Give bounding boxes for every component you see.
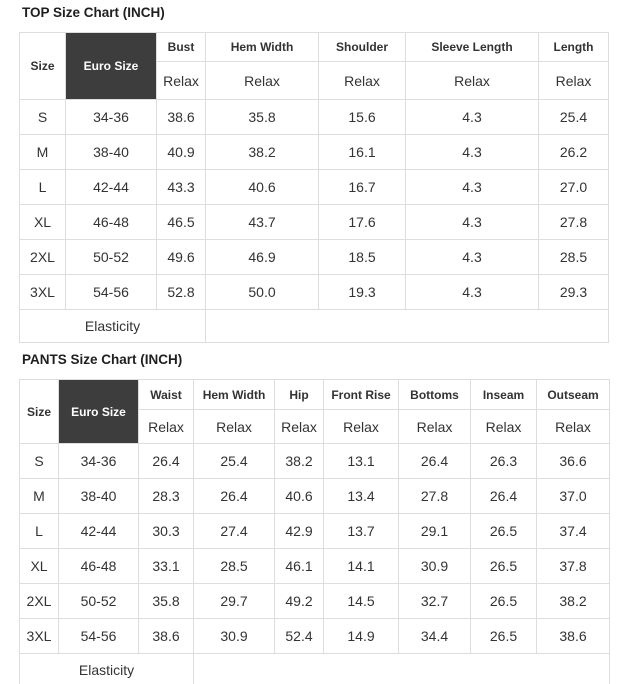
euro-size-cell: 38-40 [66,135,157,170]
euro-size-cell: 42-44 [59,514,139,549]
column-header-sleeve-length: Sleeve Length [406,33,539,62]
relax-cell: Relax [157,62,206,100]
measurement-cell: 46.9 [206,240,319,275]
column-header-hip: Hip [275,380,324,410]
table-row [20,619,610,654]
column-header-bottoms: Bottoms [399,380,471,410]
measurement-cell: 4.3 [406,205,539,240]
measurement-cell: 26.4 [399,444,471,479]
measurement-cell: 38.2 [537,584,610,619]
top-header-row [20,33,609,62]
measurement-cell: 26.5 [471,584,537,619]
size-cell: XL [20,549,59,584]
measurement-cell: 15.6 [319,100,406,135]
euro-size-cell: 38-40 [59,479,139,514]
table-row [20,100,609,135]
column-header-shoulder: Shoulder [319,33,406,62]
measurement-cell: 4.3 [406,240,539,275]
measurement-cell: 46.5 [157,205,206,240]
euro-size-cell: 34-36 [59,444,139,479]
measurement-cell: 34.4 [399,619,471,654]
measurement-cell: 38.2 [275,444,324,479]
measurement-cell: 26.5 [471,514,537,549]
measurement-cell: 38.6 [537,619,610,654]
measurement-cell: 28.5 [194,549,275,584]
measurement-cell: 26.5 [471,549,537,584]
column-header-euro-size: Euro Size [66,33,157,100]
measurement-cell: 32.7 [399,584,471,619]
relax-cell: Relax [206,62,319,100]
size-cell: S [20,444,59,479]
size-cell: 2XL [20,584,59,619]
measurement-cell: 43.7 [206,205,319,240]
measurement-cell: 4.3 [406,170,539,205]
table-row [20,205,609,240]
column-header-outseam: Outseam [537,380,610,410]
measurement-cell: 26.4 [471,479,537,514]
column-header-hem-width: Hem Width [194,380,275,410]
relax-cell: Relax [399,410,471,444]
measurement-cell: 35.8 [139,584,194,619]
measurement-cell: 13.1 [324,444,399,479]
measurement-cell: 36.6 [537,444,610,479]
euro-size-cell: 50-52 [66,240,157,275]
measurement-cell: 37.4 [537,514,610,549]
measurement-cell: 14.9 [324,619,399,654]
euro-size-cell: 54-56 [66,275,157,310]
measurement-cell: 16.1 [319,135,406,170]
relax-cell: Relax [194,410,275,444]
pants-size-table [19,379,610,684]
measurement-cell: 27.4 [194,514,275,549]
measurement-cell: 38.6 [139,619,194,654]
measurement-cell: 25.4 [539,100,609,135]
measurement-cell: 4.3 [406,275,539,310]
euro-size-cell: 46-48 [59,549,139,584]
measurement-cell: 35.8 [206,100,319,135]
measurement-cell: 38.6 [157,100,206,135]
measurement-cell: 26.4 [194,479,275,514]
relax-cell: Relax [275,410,324,444]
relax-cell: Relax [319,62,406,100]
measurement-cell: 4.3 [406,100,539,135]
column-header-size: Size [20,33,66,100]
table-row [20,135,609,170]
table-row [20,240,609,275]
column-header-hem-width: Hem Width [206,33,319,62]
size-cell: 3XL [20,619,59,654]
euro-size-cell: 54-56 [59,619,139,654]
column-header-front-rise: Front Rise [324,380,399,410]
measurement-cell: 16.7 [319,170,406,205]
column-header-inseam: Inseam [471,380,537,410]
top-size-table [19,32,609,343]
top-chart-title: TOP Size Chart (INCH) [22,5,165,20]
elasticity-label-cell: Elasticity [20,310,206,343]
column-header-euro-size: Euro Size [59,380,139,444]
size-cell: XL [20,205,66,240]
measurement-cell: 13.7 [324,514,399,549]
measurement-cell: 33.1 [139,549,194,584]
size-cell: L [20,514,59,549]
measurement-cell: 50.0 [206,275,319,310]
measurement-cell: 52.4 [275,619,324,654]
measurement-cell: 29.7 [194,584,275,619]
measurement-cell: 38.2 [206,135,319,170]
measurement-cell: 27.0 [539,170,609,205]
measurement-cell: 26.2 [539,135,609,170]
table-row [20,514,610,549]
measurement-cell: 26.3 [471,444,537,479]
table-row [20,275,609,310]
euro-size-cell: 46-48 [66,205,157,240]
measurement-cell: 46.1 [275,549,324,584]
pants-header-row [20,380,610,410]
measurement-cell: 13.4 [324,479,399,514]
table-row [20,444,610,479]
measurement-cell: 26.4 [139,444,194,479]
table-row [20,584,610,619]
measurement-cell: 30.3 [139,514,194,549]
measurement-cell: 40.9 [157,135,206,170]
measurement-cell: 17.6 [319,205,406,240]
elasticity-empty-cell [206,310,609,343]
measurement-cell: 30.9 [194,619,275,654]
elasticity-empty-cell [194,654,610,684]
measurement-cell: 40.6 [275,479,324,514]
size-cell: 2XL [20,240,66,275]
measurement-cell: 43.3 [157,170,206,205]
table-row [20,549,610,584]
relax-cell: Relax [471,410,537,444]
size-cell: L [20,170,66,205]
relax-cell: Relax [539,62,609,100]
column-header-size: Size [20,380,59,444]
elasticity-label-cell: Elasticity [20,654,194,684]
size-cell: M [20,479,59,514]
measurement-cell: 40.6 [206,170,319,205]
measurement-cell: 49.2 [275,584,324,619]
pants-chart-title: PANTS Size Chart (INCH) [22,352,183,367]
measurement-cell: 42.9 [275,514,324,549]
measurement-cell: 14.5 [324,584,399,619]
column-header-length: Length [539,33,609,62]
measurement-cell: 14.1 [324,549,399,584]
measurement-cell: 52.8 [157,275,206,310]
relax-cell: Relax [139,410,194,444]
measurement-cell: 37.0 [537,479,610,514]
euro-size-cell: 42-44 [66,170,157,205]
column-header-waist: Waist [139,380,194,410]
elasticity-row [20,310,609,343]
euro-size-cell: 34-36 [66,100,157,135]
measurement-cell: 28.3 [139,479,194,514]
measurement-cell: 26.5 [471,619,537,654]
measurement-cell: 4.3 [406,135,539,170]
table-row [20,170,609,205]
relax-cell: Relax [406,62,539,100]
size-cell: M [20,135,66,170]
measurement-cell: 19.3 [319,275,406,310]
measurement-cell: 25.4 [194,444,275,479]
measurement-cell: 29.1 [399,514,471,549]
table-row [20,479,610,514]
measurement-cell: 27.8 [539,205,609,240]
column-header-bust: Bust [157,33,206,62]
measurement-cell: 27.8 [399,479,471,514]
relax-cell: Relax [324,410,399,444]
measurement-cell: 18.5 [319,240,406,275]
size-cell: S [20,100,66,135]
measurement-cell: 37.8 [537,549,610,584]
measurement-cell: 30.9 [399,549,471,584]
measurement-cell: 28.5 [539,240,609,275]
size-cell: 3XL [20,275,66,310]
measurement-cell: 49.6 [157,240,206,275]
relax-cell: Relax [537,410,610,444]
elasticity-row [20,654,610,684]
measurement-cell: 29.3 [539,275,609,310]
euro-size-cell: 50-52 [59,584,139,619]
